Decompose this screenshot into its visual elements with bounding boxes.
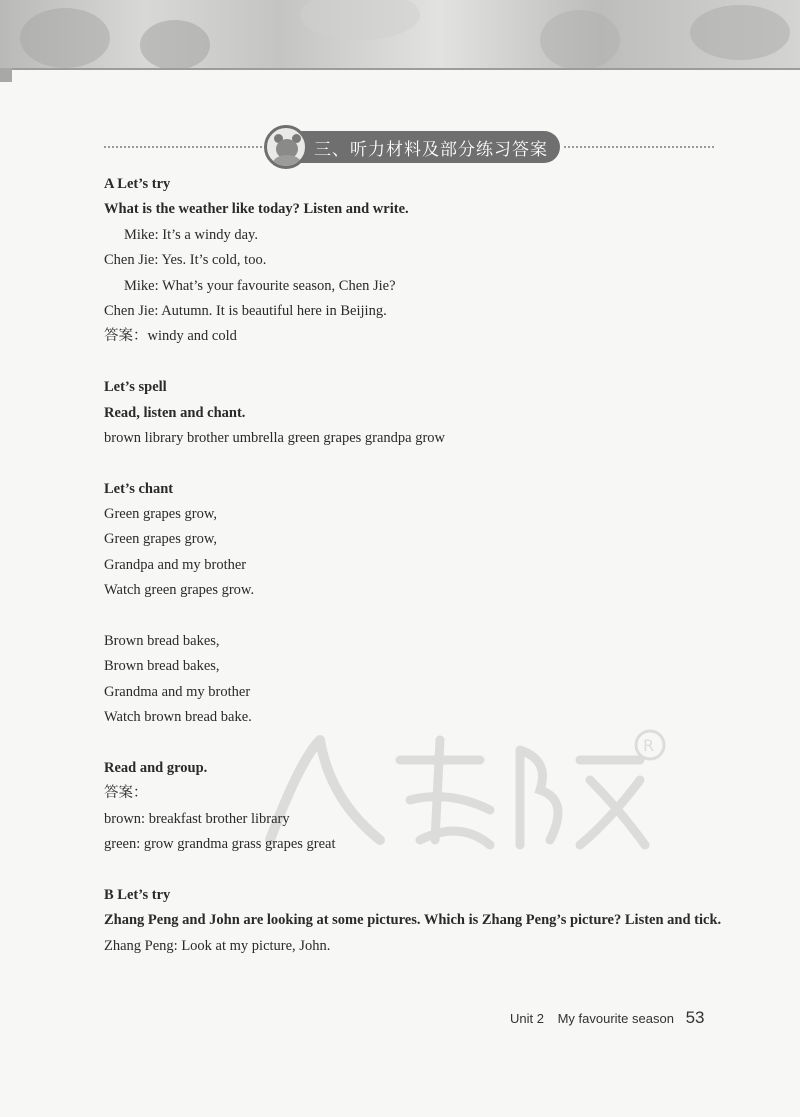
text-line: 答案： xyxy=(104,785,148,802)
text-line: Grandma and my brother xyxy=(104,683,251,700)
text-line: 答案：windy and cold xyxy=(104,328,237,345)
banner-edge xyxy=(0,68,12,82)
divider-left xyxy=(104,146,266,148)
text-line: brown: breakfast brother library xyxy=(104,810,290,827)
blank-line xyxy=(104,451,724,476)
text-line: Watch brown bread bake. xyxy=(104,709,252,726)
footer-title: My favourite season xyxy=(557,1011,674,1026)
text-line: Green grapes grow, xyxy=(104,531,217,548)
answer-content xyxy=(104,172,724,959)
divider-right xyxy=(564,146,714,148)
text-line: Grandpa and my brother xyxy=(104,556,247,573)
text-line: Zhang Peng: Look at my picture, John. xyxy=(104,937,331,954)
footer-unit: Unit 2 xyxy=(510,1011,544,1026)
bear-mascot-icon xyxy=(264,125,308,169)
text-line: Brown bread bakes, xyxy=(104,633,220,650)
heading-line: Let’s spell xyxy=(104,379,167,396)
heading-line: What is the weather like today? Listen and write. xyxy=(104,201,409,218)
text-line: Watch green grapes grow. xyxy=(104,582,255,599)
text-line: green: grow grandma grass grapes great xyxy=(104,836,336,853)
blank-line xyxy=(104,604,724,629)
svg-text:R: R xyxy=(643,736,655,755)
heading-line: Read and group. xyxy=(104,759,208,776)
blank-line xyxy=(104,350,724,375)
text-line: Chen Jie: Autumn. It is beautiful here in Beijing. xyxy=(104,302,387,319)
blank-line xyxy=(104,731,724,756)
heading-line: A Let’s try xyxy=(104,176,171,192)
text-line: Mike: It’s a windy day. xyxy=(124,226,258,243)
heading-line: Let’s chant xyxy=(104,480,174,497)
text-line: Brown bread bakes, xyxy=(104,658,220,675)
heading-line: Zhang Peng and John are looking at some pictures. Which is Zhang Peng’s picture? Listen and tick. xyxy=(104,912,722,929)
heading-line: B Let’s try xyxy=(104,886,171,903)
text-line: Green grapes grow, xyxy=(104,506,217,523)
header-banner-image xyxy=(0,0,800,70)
text-line: Chen Jie: Yes. It’s cold, too. xyxy=(104,252,267,269)
blank-line xyxy=(104,858,724,883)
text-line: Mike: What’s your favourite season, Chen Jie? xyxy=(124,277,396,294)
text-line: brown library brother umbrella green grapes grandpa grow xyxy=(104,429,446,446)
page-number: 53 xyxy=(685,1008,705,1027)
page-footer xyxy=(510,1008,704,1028)
section-title: 三、听力材料及部分练习答案 xyxy=(314,140,548,160)
heading-line: Read, listen and chant. xyxy=(104,404,246,421)
section-header xyxy=(104,125,714,169)
